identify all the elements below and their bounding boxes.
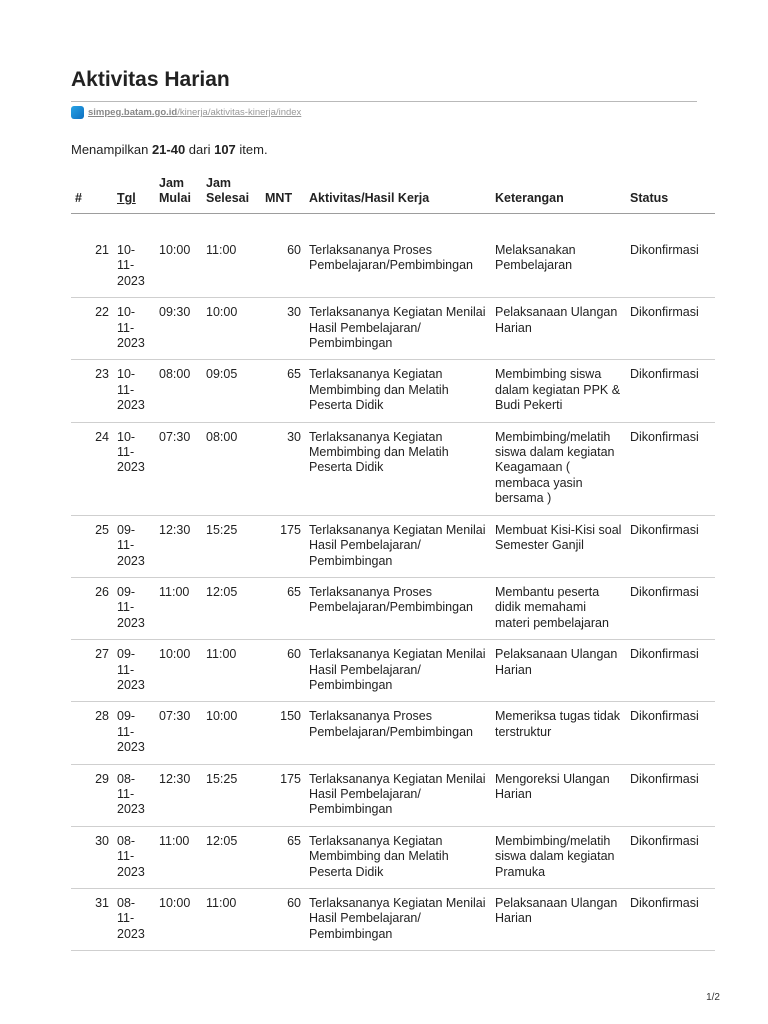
col-header-jam-mulai: Jam Mulai: [155, 172, 202, 214]
cell-keterangan: Membimbing/melatih siswa dalam kegiatan Pramuka: [491, 826, 626, 888]
col-header-tgl[interactable]: Tgl: [113, 172, 155, 214]
cell-tgl: 09- 11- 2023: [113, 640, 155, 702]
cell-jam-mulai: 08:00: [155, 360, 202, 422]
cell-jam-selesai: 11:00: [202, 640, 261, 702]
cell-jam-mulai: 11:00: [155, 577, 202, 639]
cell-no: 22: [71, 298, 113, 360]
cell-tgl: 10- 11- 2023: [113, 422, 155, 515]
cell-mnt: 65: [261, 360, 305, 422]
cell-jam-selesai: 11:00: [202, 236, 261, 298]
table-row: [71, 826, 715, 888]
cell-keterangan: Pelaksanaan Ulangan Harian: [491, 298, 626, 360]
cell-status: Dikonfirmasi: [626, 360, 715, 422]
cell-mnt: 175: [261, 515, 305, 577]
cell-jam-selesai: 10:00: [202, 702, 261, 764]
cell-jam-selesai: 11:00: [202, 889, 261, 951]
cell-jam-mulai: 10:00: [155, 236, 202, 298]
cell-tgl: 08- 11- 2023: [113, 889, 155, 951]
cell-tgl: 10- 11- 2023: [113, 298, 155, 360]
summary-total: 107: [214, 142, 236, 157]
table-row: [71, 702, 715, 764]
cell-keterangan: Membantu peserta didik memahami materi pembelajaran: [491, 577, 626, 639]
cell-tgl: 09- 11- 2023: [113, 515, 155, 577]
table-row: [71, 764, 715, 826]
cell-no: 23: [71, 360, 113, 422]
col-header-keterangan: Keterangan: [491, 172, 626, 214]
cell-jam-mulai: 12:30: [155, 515, 202, 577]
cell-jam-selesai: 12:05: [202, 826, 261, 888]
col-header-aktivitas: Aktivitas/Hasil Kerja: [305, 172, 491, 214]
cell-keterangan: Pelaksanaan Ulangan Harian: [491, 640, 626, 702]
cell-jam-mulai: 10:00: [155, 889, 202, 951]
cell-aktivitas: Terlaksananya Proses Pembelajaran/Pembimbingan: [305, 577, 491, 639]
cell-jam-mulai: 07:30: [155, 702, 202, 764]
cell-jam-mulai: 10:00: [155, 640, 202, 702]
table-row: [71, 422, 715, 515]
cell-tgl: 09- 11- 2023: [113, 702, 155, 764]
cell-mnt: 30: [261, 422, 305, 515]
cell-jam-selesai: 12:05: [202, 577, 261, 639]
site-icon: [71, 106, 84, 119]
cell-aktivitas: Terlaksananya Kegiatan Membimbing dan Melatih Peserta Didik: [305, 826, 491, 888]
cell-keterangan: Melaksanakan Pembelajaran: [491, 236, 626, 298]
col-header-jam-selesai: Jam Selesai: [202, 172, 261, 214]
table-row: [71, 577, 715, 639]
table-row: [71, 360, 715, 422]
table-header-row: [71, 172, 715, 214]
cell-no: 25: [71, 515, 113, 577]
cell-aktivitas: Terlaksananya Kegiatan Membimbing dan Melatih Peserta Didik: [305, 360, 491, 422]
page-title: Aktivitas Harian: [71, 68, 230, 91]
cell-no: 27: [71, 640, 113, 702]
cell-tgl: 08- 11- 2023: [113, 826, 155, 888]
cell-aktivitas: Terlaksananya Kegiatan Membimbing dan Melatih Peserta Didik: [305, 422, 491, 515]
cell-mnt: 60: [261, 640, 305, 702]
result-summary: Menampilkan 21-40 dari 107 item.: [71, 142, 268, 157]
cell-status: Dikonfirmasi: [626, 640, 715, 702]
table-row: [71, 298, 715, 360]
cell-no: 29: [71, 764, 113, 826]
cell-jam-selesai: 15:25: [202, 515, 261, 577]
table-row: [71, 640, 715, 702]
cell-status: Dikonfirmasi: [626, 764, 715, 826]
cell-mnt: 65: [261, 577, 305, 639]
cell-jam-mulai: 07:30: [155, 422, 202, 515]
summary-range: 21-40: [151, 142, 186, 157]
url-path[interactable]: /kinerja/aktivitas-kinerja/index: [177, 107, 302, 118]
cell-aktivitas: Terlaksananya Proses Pembelajaran/Pembimbingan: [305, 702, 491, 764]
title-divider: [71, 101, 697, 102]
cell-keterangan: Membimbing siswa dalam kegiatan PPK & Budi Pekerti: [491, 360, 626, 422]
col-header-status: Status: [626, 172, 715, 214]
table-row: [71, 889, 715, 951]
table-row: [71, 515, 715, 577]
cell-tgl: 10- 11- 2023: [113, 360, 155, 422]
cell-aktivitas: Terlaksananya Kegiatan Menilai Hasil Pembelajaran/ Pembimbingan: [305, 298, 491, 360]
cell-no: 26: [71, 577, 113, 639]
cell-aktivitas: Terlaksananya Kegiatan Menilai Hasil Pembelajaran/ Pembimbingan: [305, 640, 491, 702]
cell-tgl: 08- 11- 2023: [113, 764, 155, 826]
cell-mnt: 175: [261, 764, 305, 826]
cell-mnt: 60: [261, 889, 305, 951]
cell-no: 21: [71, 236, 113, 298]
cell-mnt: 65: [261, 826, 305, 888]
source-url[interactable]: [71, 106, 301, 119]
cell-jam-mulai: 11:00: [155, 826, 202, 888]
table-row: [71, 236, 715, 298]
cell-tgl: 10- 11- 2023: [113, 236, 155, 298]
cell-jam-mulai: 09:30: [155, 298, 202, 360]
cell-jam-selesai: 15:25: [202, 764, 261, 826]
cell-no: 31: [71, 889, 113, 951]
url-domain[interactable]: simpeg.batam.go.id: [88, 107, 178, 118]
cell-jam-mulai: 12:30: [155, 764, 202, 826]
col-header-no: #: [71, 172, 113, 214]
cell-keterangan: Pelaksanaan Ulangan Harian: [491, 889, 626, 951]
cell-status: Dikonfirmasi: [626, 702, 715, 764]
cell-jam-selesai: 10:00: [202, 298, 261, 360]
cell-mnt: 60: [261, 236, 305, 298]
cell-status: Dikonfirmasi: [626, 422, 715, 515]
cell-aktivitas: Terlaksananya Kegiatan Menilai Hasil Pembelajaran/ Pembimbingan: [305, 515, 491, 577]
cell-aktivitas: Terlaksananya Proses Pembelajaran/Pembimbingan: [305, 236, 491, 298]
cell-aktivitas: Terlaksananya Kegiatan Menilai Hasil Pembelajaran/ Pembimbingan: [305, 764, 491, 826]
cell-status: Dikonfirmasi: [626, 236, 715, 298]
cell-jam-selesai: 09:05: [202, 360, 261, 422]
page-indicator: 1/2: [706, 992, 720, 1003]
cell-no: 24: [71, 422, 113, 515]
cell-mnt: 30: [261, 298, 305, 360]
cell-status: Dikonfirmasi: [626, 889, 715, 951]
cell-no: 28: [71, 702, 113, 764]
cell-keterangan: Membuat Kisi-Kisi soal Semester Ganjil: [491, 515, 626, 577]
cell-status: Dikonfirmasi: [626, 298, 715, 360]
activity-table: [71, 172, 715, 951]
cell-no: 30: [71, 826, 113, 888]
cell-jam-selesai: 08:00: [202, 422, 261, 515]
cell-status: Dikonfirmasi: [626, 577, 715, 639]
cell-mnt: 150: [261, 702, 305, 764]
cell-keterangan: Mengoreksi Ulangan Harian: [491, 764, 626, 826]
filter-row: [71, 214, 715, 237]
cell-keterangan: Membimbing/melatih siswa dalam kegiatan Keagamaan ( membaca yasin bersama ): [491, 422, 626, 515]
cell-keterangan: Memeriksa tugas tidak terstruktur: [491, 702, 626, 764]
cell-status: Dikonfirmasi: [626, 515, 715, 577]
cell-tgl: 09- 11- 2023: [113, 577, 155, 639]
col-header-mnt: MNT: [261, 172, 305, 214]
cell-aktivitas: Terlaksananya Kegiatan Menilai Hasil Pembelajaran/ Pembimbingan: [305, 889, 491, 951]
cell-status: Dikonfirmasi: [626, 826, 715, 888]
